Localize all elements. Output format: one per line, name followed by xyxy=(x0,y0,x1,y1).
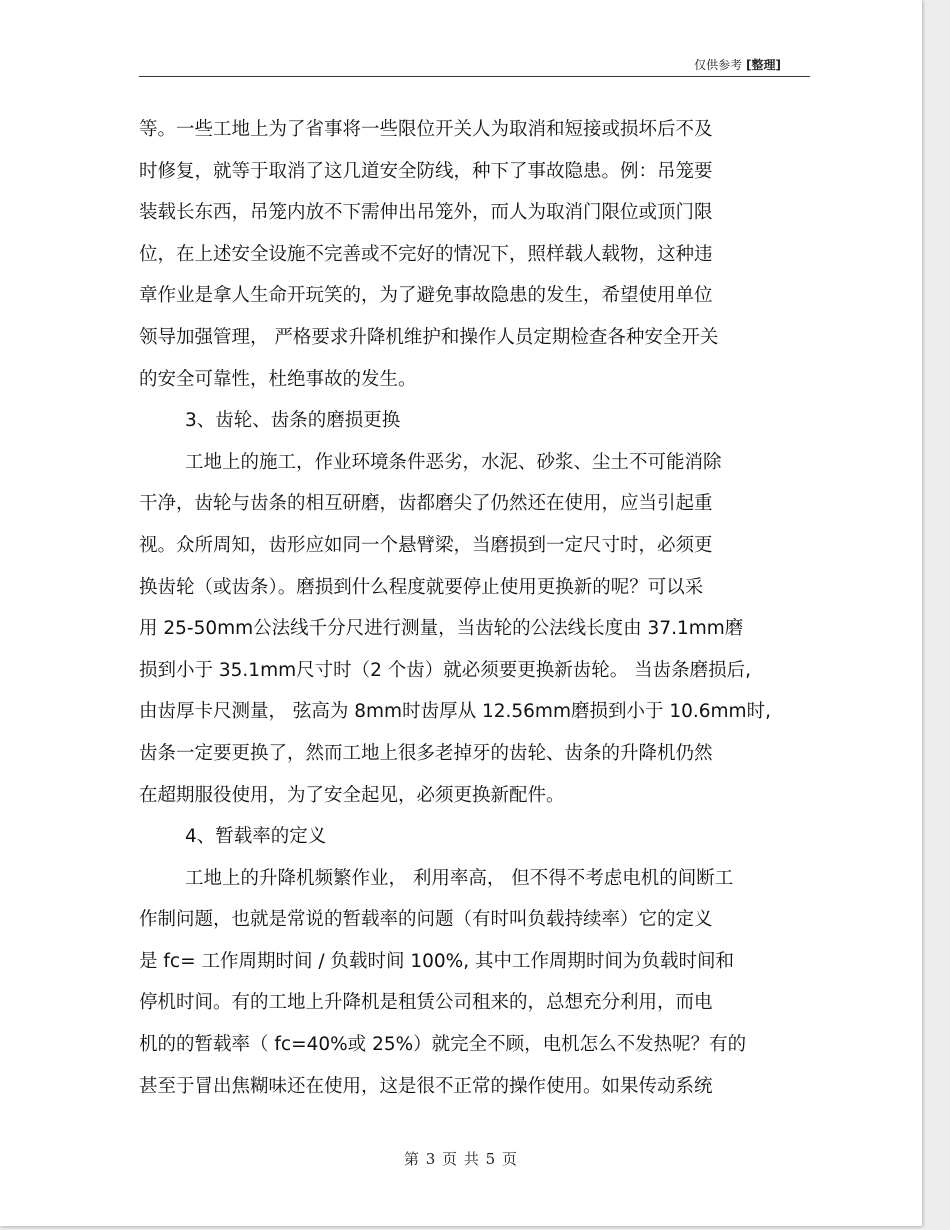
text-line: 机的的暂载率（ fc=40%或 25%）就完全不顾，电机怎么不发热呢？有的 xyxy=(139,1034,747,1056)
header-bracket: [整理] xyxy=(746,58,781,72)
text-line: 领导加强管理， 严格要求升降机维护和操作人员定期检查各种安全开关 xyxy=(139,326,719,348)
text-line: 视。众所周知，齿形应如同一个悬臂梁，当磨损到一定尺寸时，必须更 xyxy=(139,534,713,556)
text-line: 工地上的升降机频繁作业， 利用率高， 但不得不考虑电机的间断工 xyxy=(185,867,734,889)
text-line: 时修复，就等于取消了这几道安全防线，种下了事故隐患。例：吊笼要 xyxy=(139,160,713,182)
header-divider xyxy=(139,76,810,77)
text-line: 在超期服役使用，为了安全起见，必须更换新配件。 xyxy=(139,784,565,806)
header-label: 仅供参考 xyxy=(694,58,743,72)
text-line: 等。一些工地上为了省事将一些限位开关人为取消和短接或损坏后不及 xyxy=(139,119,713,140)
text-line: 是 fc= 工作周期时间 / 负载时间 100%, 其中工作周期时间为负载时间和 xyxy=(139,950,734,972)
text-line: 损到小于 35.1mm尺寸时（2 个齿）就必须要更换新齿轮。 当齿条磨损后, xyxy=(139,659,752,681)
text-line: 甚至于冒出焦糊味还在使用，这是很不正常的操作使用。如果传动系统 xyxy=(139,1075,713,1097)
page-header xyxy=(694,56,781,73)
text-line: 齿条一定要更换了，然而工地上很多老掉牙的齿轮、齿条的升降机仍然 xyxy=(139,742,713,764)
text-line: 作制问题，也就是常说的暂载率的问题（有时叫负载持续率）它的定义 xyxy=(139,909,713,931)
body-text xyxy=(139,109,819,1107)
text-line: 用 25-50mm公法线千分尺进行测量，当齿轮的公法线长度由 37.1mm磨 xyxy=(139,618,744,640)
text-line: 章作业是拿人生命开玩笑的，为了避免事故隐患的发生，希望使用单位 xyxy=(139,285,713,307)
section-heading: 3、齿轮、齿条的磨损更换 xyxy=(185,410,401,432)
text-line: 装载长东西，吊笼内放不下需伸出吊笼外，而人为取消门限位或顶门限 xyxy=(139,202,713,224)
text-line: 的安全可靠性，杜绝事故的发生。 xyxy=(139,368,417,390)
text-line: 由齿厚卡尺测量， 弦高为 8mm时齿厚从 12.56mm磨损到小于 10.6mm时, xyxy=(139,701,771,723)
text-line: 停机时间。有的工地上升降机是租赁公司租来的，总想充分利用，而电 xyxy=(139,992,713,1014)
text-line: 位，在上述安全设施不完善或不完好的情况下，照样载人载物，这种违 xyxy=(139,243,713,265)
section-heading: 4、暂载率的定义 xyxy=(185,826,327,848)
text-line: 工地上的施工，作业环境条件恶劣，水泥、砂浆、尘土不可能消除 xyxy=(185,451,722,473)
page-footer: 第 3 页 共 5 页 xyxy=(404,1150,518,1168)
text-line: 换齿轮（或齿条）。磨损到什么程度就要停止使用更换新的呢？可以采 xyxy=(139,576,704,598)
text-line: 干净，齿轮与齿条的相互研磨，齿都磨尖了仍然还在使用，应当引起重 xyxy=(139,493,713,515)
